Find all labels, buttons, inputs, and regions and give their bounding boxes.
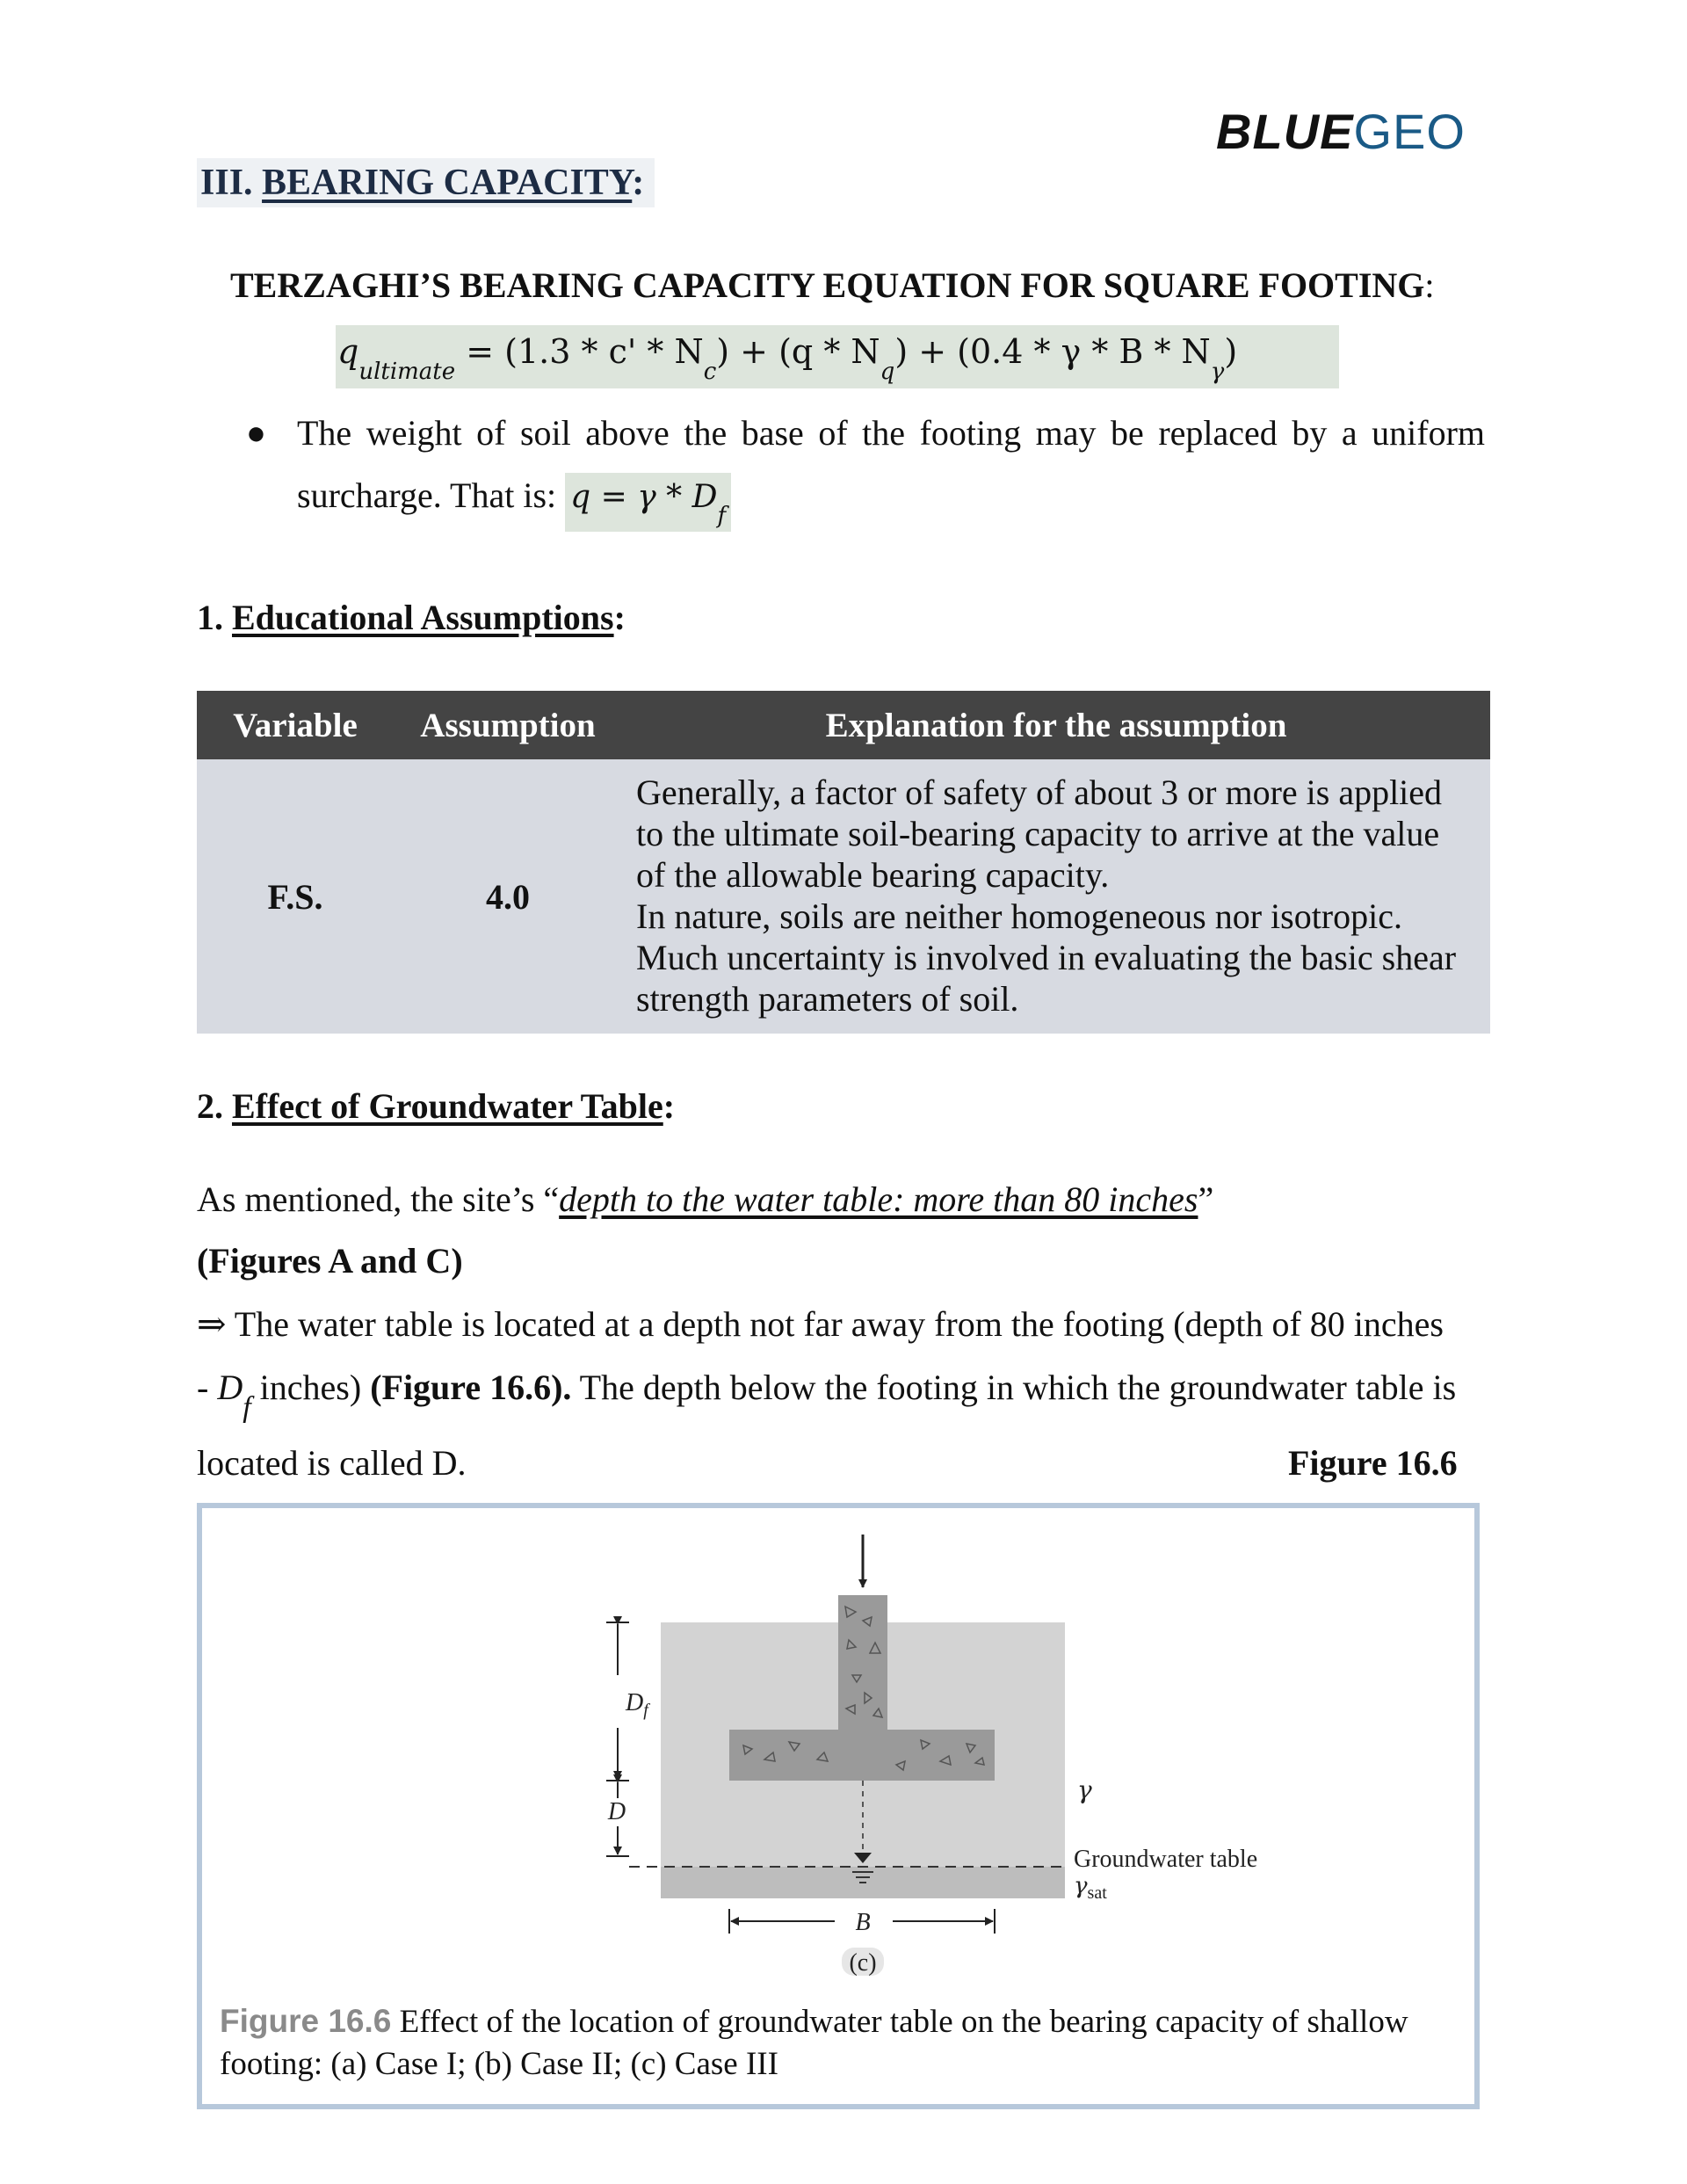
explanation-line: strength parameters of soil. bbox=[636, 979, 1019, 1019]
df-line-sub: f bbox=[243, 1391, 251, 1424]
cell-explanation bbox=[622, 759, 1490, 1034]
logo-bold-text: BLUE bbox=[1216, 104, 1354, 159]
figure-label: Figure 16.6 bbox=[1288, 1443, 1458, 1483]
bullet-line-2-text: surcharge. That is: bbox=[297, 475, 557, 515]
explanation-line: Generally, a factor of safety of about 3 or more is applied bbox=[636, 773, 1443, 812]
eq-part-4: ) bbox=[1224, 332, 1238, 371]
eq-q: q bbox=[337, 332, 359, 371]
table-header-row bbox=[197, 691, 1490, 759]
groundwater-number: 2. bbox=[197, 1086, 223, 1126]
df-line bbox=[197, 1366, 1457, 1424]
df-line-post: The depth below the footing in which the groundwater table is bbox=[571, 1368, 1457, 1407]
section-title: BEARING CAPACITY bbox=[262, 163, 633, 203]
groundwater-colon: : bbox=[662, 1086, 676, 1126]
df-label: $D_f$ bbox=[626, 1689, 648, 1720]
eq-ngamma-subscript: γ bbox=[1210, 359, 1225, 385]
logo-light-text: GEO bbox=[1353, 104, 1466, 159]
df-line-pre: - D bbox=[197, 1368, 243, 1407]
surcharge-formula-text: q = γ * D bbox=[570, 479, 718, 515]
water-depth-quote: depth to the water table: more than 80 inches bbox=[559, 1179, 1198, 1219]
terzaghi-title-text: TERZAGHI’S BEARING CAPACITY EQUATION FOR SQUARE FOOTING bbox=[230, 265, 1425, 305]
b-label: B bbox=[855, 1909, 871, 1936]
bullet-line-1: The weight of soil above the base of the footing may be replaced by a uniform bbox=[297, 413, 1485, 453]
groundwater-heading bbox=[197, 1085, 675, 1128]
water-table-line: ⇒ The water table is located at a depth not far away from the footing (depth of 80 inches bbox=[197, 1304, 1444, 1344]
depth-d-line: located is called D. bbox=[197, 1443, 467, 1483]
section-number: III. bbox=[200, 163, 253, 203]
header-assumption: Assumption bbox=[394, 691, 622, 759]
figure-caption bbox=[220, 2000, 1467, 2086]
eq-part-3: ) + (0.4 * γ * B * N bbox=[894, 332, 1211, 371]
assumptions-number: 1. bbox=[197, 598, 223, 637]
gwt-label: Groundwater table bbox=[1074, 1846, 1258, 1873]
bluegeo-logo bbox=[1216, 104, 1466, 160]
gamma-label: γ bbox=[1077, 1775, 1092, 1804]
explanation-line: to the ultimate soil-bearing capacity to arrive at the value bbox=[636, 814, 1440, 853]
eq-nq-subscript: q bbox=[880, 359, 895, 385]
header-variable: Variable bbox=[197, 691, 394, 759]
assumptions-colon: : bbox=[613, 598, 626, 637]
section-colon: : bbox=[632, 163, 645, 203]
intro-text: As mentioned, the site’s “ bbox=[197, 1179, 560, 1219]
groundwater-title: Effect of Groundwater Table bbox=[232, 1086, 663, 1126]
quote-end: ” bbox=[1198, 1179, 1214, 1219]
assumptions-heading bbox=[197, 596, 626, 640]
caption-text: Effect of the location of groundwater table on the bearing capacity of shallow footing: (a) Case I; (b) Case II; (c) Case III bbox=[220, 2004, 1408, 2082]
eq-part-2: ) + (q * N bbox=[716, 332, 880, 371]
df-line-bold: (Figure 16.6). bbox=[370, 1368, 572, 1407]
surcharge-formula bbox=[565, 473, 731, 532]
terzaghi-title bbox=[230, 264, 1435, 308]
explanation-line: In nature, soils are neither homogeneous nor isotropic. bbox=[636, 896, 1402, 936]
header-explanation: Explanation for the assumption bbox=[622, 691, 1490, 759]
groundwater-intro bbox=[197, 1178, 1213, 1222]
eq-q-subscript: ultimate bbox=[358, 359, 456, 385]
case-label: (c) bbox=[849, 1949, 877, 1977]
caption-label: Figure 16.6 bbox=[220, 2003, 392, 2039]
df-line-mid: inches) bbox=[250, 1368, 371, 1407]
surcharge-formula-subscript: f bbox=[717, 503, 727, 529]
explanation-line: of the allowable bearing capacity. bbox=[636, 855, 1110, 895]
section-heading bbox=[197, 158, 655, 207]
cell-variable: F.S. bbox=[197, 759, 394, 1034]
bullet-dot: ● bbox=[246, 415, 266, 452]
eq-nc-subscript: c bbox=[703, 359, 717, 385]
assumptions-table bbox=[197, 691, 1490, 1034]
terzaghi-colon: : bbox=[1424, 265, 1435, 305]
eq-part-1: = (1.3 * c' * N bbox=[455, 332, 704, 371]
gamma-sat-label: $\gamma_{sat}$ bbox=[1074, 1873, 1107, 1903]
table-row bbox=[197, 759, 1490, 1034]
bullet-line-2 bbox=[297, 471, 731, 532]
explanation-line: Much uncertainty is involved in evaluating the basic shear bbox=[636, 938, 1457, 977]
d-label: D bbox=[607, 1798, 626, 1825]
terzaghi-equation bbox=[337, 325, 1238, 385]
assumptions-title: Educational Assumptions bbox=[232, 598, 614, 637]
figures-reference: (Figures A and C) bbox=[197, 1241, 463, 1281]
cell-assumption: 4.0 bbox=[394, 759, 622, 1034]
